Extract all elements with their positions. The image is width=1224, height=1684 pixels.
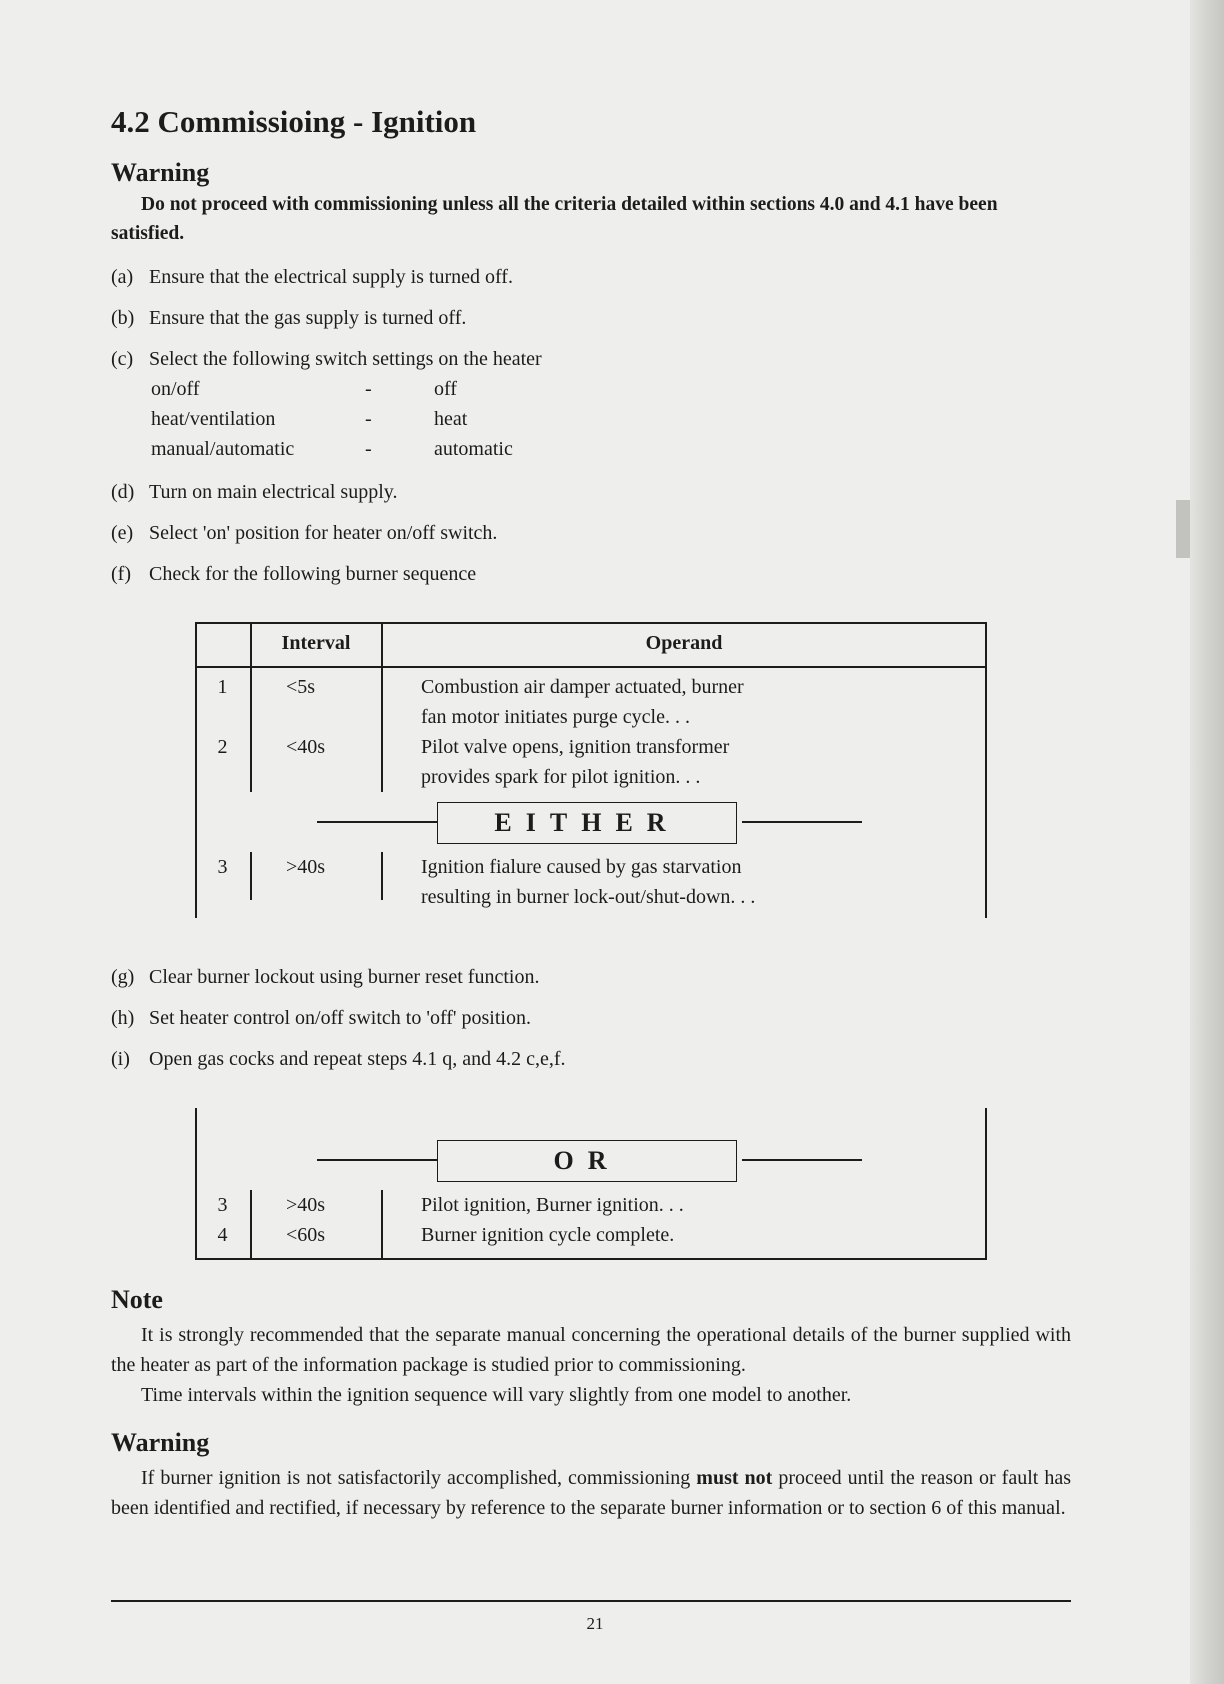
step-text: Select the following switch settings on the heater [149,348,542,370]
switch-dash: - [365,408,372,430]
either-label: EITHER [437,802,737,844]
warning-text [111,1463,1071,1523]
step-i [111,1044,566,1074]
step-label: (e) [111,522,134,544]
step-label: (g) [111,966,135,988]
step-f [111,559,476,589]
warning-text-part: proceed until the reason or fault has been identified and rectified, if necessary by reference to the separate burner information or to section 6 of this manual. [111,1467,1071,1519]
or-label: OR [437,1140,737,1182]
row-operand: Ignition fialure caused by gas starvation [421,856,742,878]
step-label: (d) [111,481,135,503]
row-operand: resulting in burner lock-out/shut-down. . . [421,886,756,908]
row-operand: Pilot ignition, Burner ignition. . . [421,1194,684,1216]
step-text: Ensure that the electrical supply is turned off. [149,266,513,288]
column-divider [250,1190,252,1258]
step-label: (i) [111,1048,130,1070]
step-label: (b) [111,307,135,329]
footer-rule [111,1600,1071,1602]
step-label: (c) [111,348,134,370]
table-border-bottom [195,1258,987,1260]
step-text: Select 'on' position for heater on/off switch. [149,522,498,544]
either-rule-left [317,821,437,823]
warning-heading: Warning [111,1428,210,1457]
row-operand: Burner ignition cycle complete. [421,1224,675,1246]
or-rule-left [317,1159,437,1161]
step-label: (a) [111,266,134,288]
step-h [111,1003,531,1033]
switch-dash: - [365,438,372,460]
table-header-rule [195,666,987,668]
note-paragraph: It is strongly recommended that the separate manual concerning the operational details of the burner supplied with the heater as part of the information package is studied prior to commissioning. [111,1324,1071,1376]
page-number: 21 [586,1614,604,1633]
row-number: 2 [217,736,228,758]
switch-name: manual/automatic [151,438,295,460]
switch-name: on/off [151,378,200,400]
warning-text-part: If burner ignition is not satisfactorily accomplished, commissioning [141,1467,697,1489]
step-text: Clear burner lockout using burner reset function. [149,966,540,988]
table-border-right [985,1108,987,1260]
column-divider [381,1190,383,1258]
step-text: Ensure that the gas supply is turned off. [149,307,467,329]
step-g [111,962,539,992]
table-border-right [985,622,987,918]
step-label: (h) [111,1007,135,1029]
burner-sequence-or-table [195,1108,987,1260]
row-interval: >40s [286,856,326,878]
row-number: 4 [217,1224,228,1246]
warning-emphasis: must not [696,1467,773,1489]
step-e [111,518,497,548]
switch-name: heat/ventilation [151,408,276,430]
header-interval: Interval [281,632,351,654]
switch-value: heat [434,408,468,430]
row-interval: <5s [286,676,316,698]
step-d [111,477,397,507]
step-text: Turn on main electrical supply. [149,481,398,503]
row-operand: Pilot valve opens, ignition transformer [421,736,730,758]
row-operand: provides spark for pilot ignition. . . [421,766,701,788]
step-b [111,303,466,333]
switch-value: automatic [434,438,513,460]
step-a [111,262,513,292]
burner-sequence-table [195,622,987,918]
row-operand: Combustion air damper actuated, burner [421,676,744,698]
table-border-top [195,622,987,624]
step-text: Check for the following burner sequence [149,563,477,585]
row-operand: fan motor initiates purge cycle. . . [421,706,690,728]
row-interval: <60s [286,1224,326,1246]
column-divider [250,852,252,900]
switch-dash: - [365,378,372,400]
warning-text: Do not proceed with commissioning unless all the criteria detailed within sections 4.0 and 4.1 have been satisfied. [111,194,998,244]
note-paragraph: Time intervals within the ignition sequence will vary slightly from one model to another. [141,1384,852,1406]
row-number: 3 [217,1194,228,1216]
header-operand: Operand [645,632,723,654]
step-text: Set heater control on/off switch to 'off' position. [149,1007,531,1029]
switch-value: off [434,378,457,400]
either-rule-right [742,821,862,823]
page-title: 4.2 Commissioing - Ignition [111,104,477,139]
step-c [111,344,542,374]
step-label: (f) [111,563,131,585]
note-heading: Note [111,1285,163,1314]
warning-heading: Warning [111,158,210,187]
column-divider [381,852,383,900]
or-rule-right [742,1159,862,1161]
step-text: Open gas cocks and repeat steps 4.1 q, and 4.2 c,e,f. [149,1048,566,1070]
row-interval: >40s [286,1194,326,1216]
row-number: 3 [217,856,228,878]
row-number: 1 [217,676,228,698]
row-interval: <40s [286,736,326,758]
page-binding-shadow [1190,0,1224,1684]
